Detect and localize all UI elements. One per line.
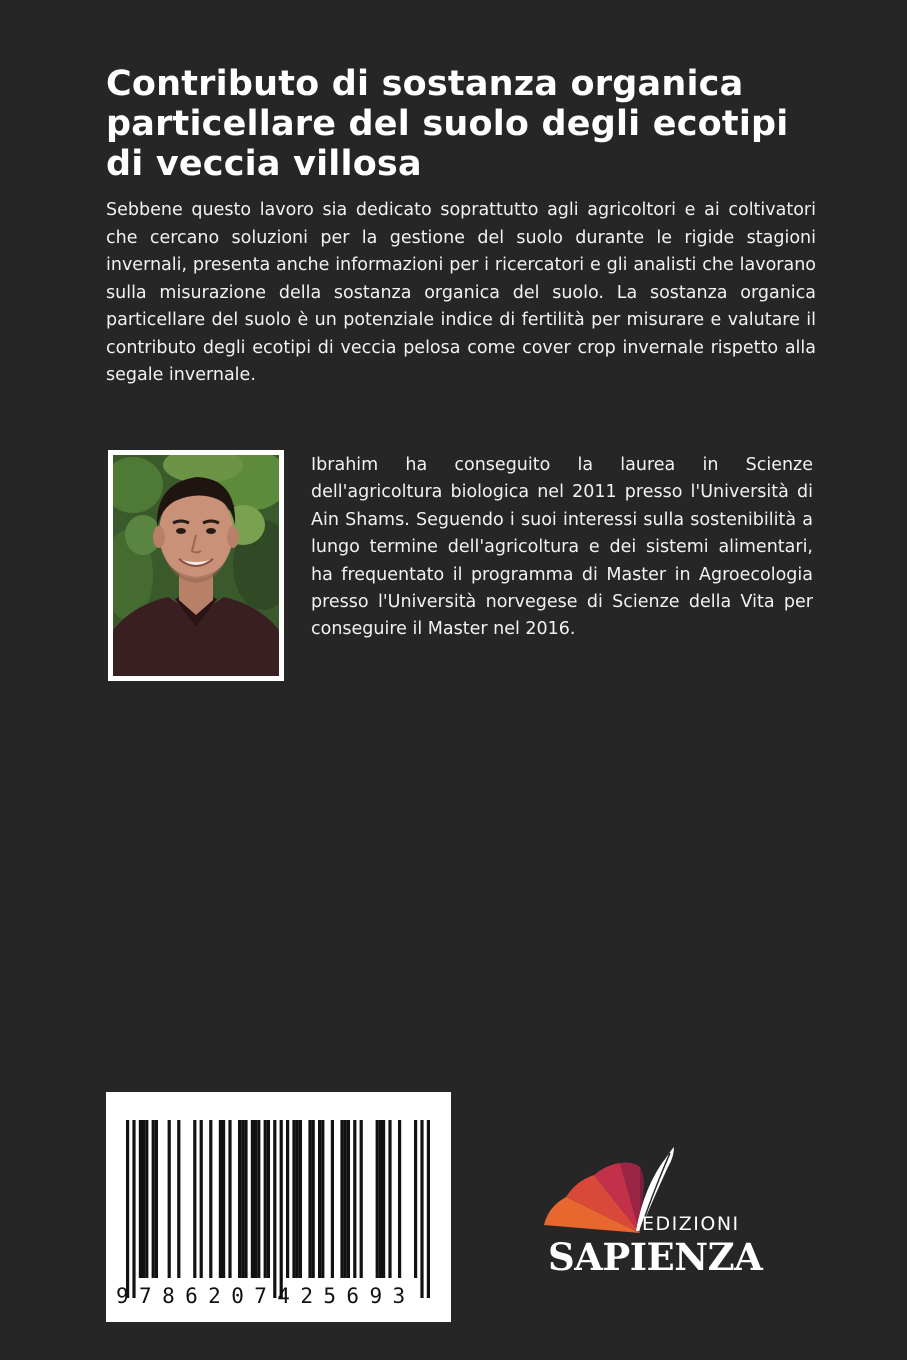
barcode-bar bbox=[168, 1120, 171, 1278]
barcode-bar bbox=[152, 1120, 155, 1278]
barcode-bar bbox=[177, 1120, 180, 1278]
barcode-bar bbox=[388, 1120, 391, 1278]
barcode-bar bbox=[142, 1120, 145, 1278]
barcode-bar bbox=[145, 1120, 148, 1278]
barcode-bar bbox=[398, 1120, 401, 1278]
barcode-bar bbox=[244, 1120, 247, 1278]
barcode-bar bbox=[379, 1120, 382, 1278]
barcode-bar bbox=[193, 1120, 196, 1278]
barcode-bar bbox=[155, 1120, 158, 1278]
barcode-bar bbox=[273, 1120, 276, 1298]
barcode-bar bbox=[353, 1120, 356, 1278]
barcode-bar bbox=[331, 1120, 334, 1278]
barcode-bar bbox=[376, 1120, 379, 1278]
author-bio: Ibrahim ha conseguito la laurea in Scienze dell'agricoltura biologica nel 2011 presso l'Università di Ain Shams. Seguendo i suoi interessi sulla sostenibilità a lungo termine dell'agricoltura e dei sistemi alimentari, ha frequentato il programma di Master in Agroecologia presso l'Università norvegese di Scienze della Vita per conseguire il Master nel 2016. bbox=[311, 455, 813, 640]
book-title: Contributo di sostanza organica particellare del suolo degli ecotipi di veccia villosa bbox=[106, 64, 789, 184]
isbn-barcode bbox=[106, 1092, 451, 1322]
barcode-bar bbox=[292, 1120, 295, 1278]
barcode-bar bbox=[344, 1120, 347, 1278]
barcode-bar bbox=[420, 1120, 423, 1298]
author-portrait-icon bbox=[113, 455, 279, 676]
barcode-bar bbox=[312, 1120, 315, 1278]
barcode-bar bbox=[267, 1120, 270, 1278]
barcode-bar bbox=[280, 1120, 283, 1298]
barcode-bar bbox=[228, 1120, 231, 1278]
barcode-bar bbox=[126, 1120, 129, 1298]
barcode-bar bbox=[200, 1120, 203, 1278]
barcode-bar bbox=[219, 1120, 222, 1278]
barcode-bar bbox=[360, 1120, 363, 1278]
publisher-line1: EDIZIONI bbox=[642, 1213, 740, 1235]
barcode-bar bbox=[321, 1120, 324, 1278]
barcode-bar bbox=[139, 1120, 142, 1278]
barcode-bar bbox=[340, 1120, 343, 1278]
barcode-bar bbox=[257, 1120, 260, 1278]
barcode-bar bbox=[222, 1120, 225, 1278]
barcode-bar bbox=[382, 1120, 385, 1278]
book-blurb: Sebbene questo lavoro sia dedicato soprattutto agli agricoltori e ai coltivatori che cercano soluzioni per la gestione del suolo durante le rigide stagioni invernali, presenta anche informazioni per i ricercatori e gli analisti che lavorano sulla misurazione della sostanza organica del suolo. La sostanza organica particellare del suolo è un potenziale indice di fertilità per misurare e valutare il contributo degli ecotipi di veccia pelosa come cover crop invernale rispetto alla segale invernale. bbox=[106, 200, 816, 385]
barcode-bar bbox=[299, 1120, 302, 1278]
barcode-bar bbox=[264, 1120, 267, 1278]
barcode-bar bbox=[427, 1120, 430, 1298]
barcode-bar bbox=[296, 1120, 299, 1278]
barcode-bar bbox=[308, 1120, 311, 1278]
barcode-bar bbox=[347, 1120, 350, 1278]
barcode-bar bbox=[286, 1120, 289, 1278]
barcode-bar bbox=[251, 1120, 254, 1278]
barcode-bar bbox=[209, 1120, 212, 1278]
barcode-bar bbox=[132, 1120, 135, 1298]
isbn-number: 9786207425693 bbox=[116, 1284, 416, 1308]
publisher-line2: SAPIENZA bbox=[548, 1235, 763, 1279]
publisher-logo bbox=[540, 1145, 763, 1280]
author-photo bbox=[108, 450, 284, 681]
barcode-bar bbox=[318, 1120, 321, 1278]
barcode-bar bbox=[241, 1120, 244, 1278]
barcode-bar bbox=[238, 1120, 241, 1278]
barcode-bar bbox=[414, 1120, 417, 1278]
barcode-bar bbox=[254, 1120, 257, 1278]
